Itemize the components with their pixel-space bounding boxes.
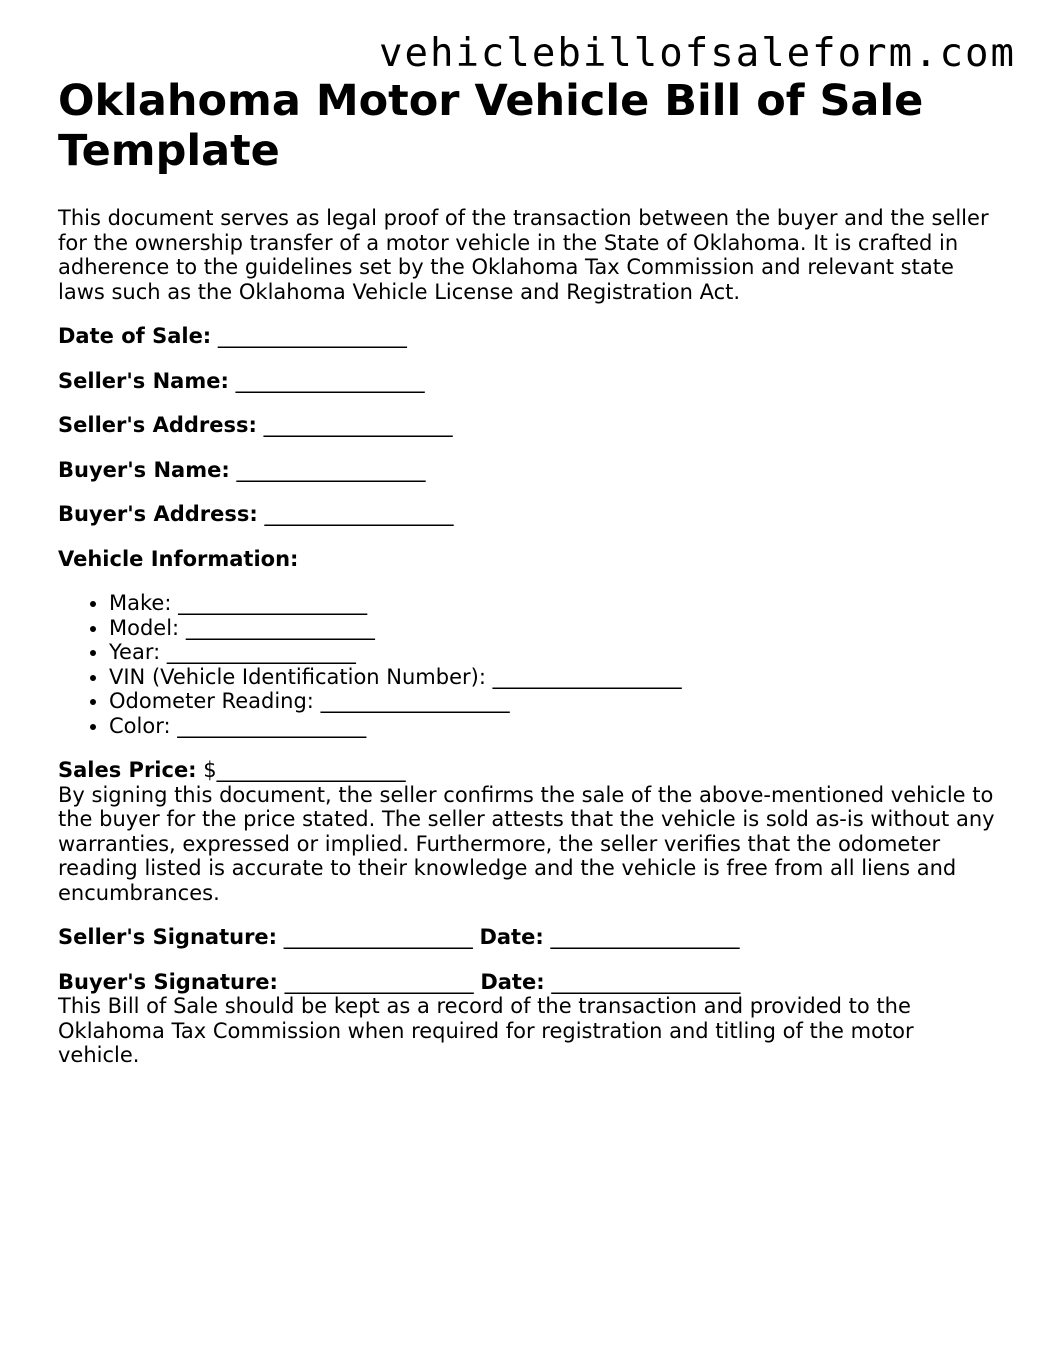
list-item <box>109 714 998 739</box>
buyer-address-label: Buyer's Address: <box>58 502 258 526</box>
seller-signature-field <box>58 925 998 950</box>
buyer-date-label: Date: <box>480 969 545 994</box>
buyer-signature-field <box>58 970 998 995</box>
odometer-label: Odometer Reading: <box>109 689 314 713</box>
vehicle-information-heading <box>58 547 998 572</box>
buyer-name-field <box>58 458 998 483</box>
date-of-sale-blank[interactable]: __________________ <box>217 324 407 348</box>
seller-address-blank[interactable]: __________________ <box>263 413 453 437</box>
buyer-date-blank[interactable]: __________________ <box>551 969 741 994</box>
seller-signature-label: Seller's Signature: <box>58 925 278 949</box>
buyer-name-blank[interactable]: __________________ <box>236 457 426 482</box>
odometer-blank[interactable]: __________________ <box>320 689 510 713</box>
date-of-sale-label: Date of Sale: <box>58 324 212 348</box>
seller-name-blank[interactable]: __________________ <box>235 368 425 393</box>
year-label: Year: <box>109 640 161 664</box>
buyer-name-label: Buyer's Name: <box>58 457 230 482</box>
vin-blank[interactable]: __________________ <box>492 664 682 689</box>
list-item <box>109 616 998 641</box>
seller-date-label: Date: <box>479 925 544 949</box>
list-item <box>109 689 998 714</box>
year-blank[interactable]: __________________ <box>166 640 356 664</box>
model-label: Model: <box>109 615 180 640</box>
intro-paragraph: This document serves as legal proof of the transaction between the buyer and the seller for the ownership transfer of a motor vehicle in the State of Oklahoma. It is crafted in adherence to the guidelines set by the Oklahoma Tax Commission and relevant state laws such as the Oklahoma Vehicle License and Registration Act. <box>58 206 989 304</box>
buyer-address-field <box>58 502 998 527</box>
list-item <box>109 591 998 616</box>
make-blank[interactable]: __________________ <box>178 591 368 615</box>
list-item <box>109 665 998 690</box>
buyer-signature-label: Buyer's Signature: <box>58 969 278 994</box>
seller-address-field <box>58 413 998 438</box>
list-item <box>109 640 998 665</box>
make-label: Make: <box>109 591 172 615</box>
document-title: Oklahoma Motor Vehicle Bill of Sale Template <box>58 76 924 176</box>
seller-name-field <box>58 369 998 394</box>
color-label: Color: <box>109 713 171 738</box>
color-blank[interactable]: __________________ <box>177 713 367 738</box>
vehicle-info-list <box>58 591 998 738</box>
sales-price-label: Sales Price: <box>58 758 197 782</box>
seller-date-blank[interactable]: __________________ <box>550 925 740 949</box>
currency-symbol: $ <box>203 758 217 782</box>
vin-label: VIN (Vehicle Identification Number): <box>109 664 486 689</box>
seller-name-label: Seller's Name: <box>58 368 229 393</box>
model-blank[interactable]: __________________ <box>185 615 375 640</box>
seller-address-label: Seller's Address: <box>58 413 257 437</box>
buyer-address-blank[interactable]: __________________ <box>264 502 454 526</box>
confirmation-paragraph: By signing this document, the seller confirms the sale of the above-mentioned vehicle to the buyer for the price stated. The seller attests that the vehicle is sold as-is without any warranties, expressed or implied. Furthermore, the seller verifies that the odometer reading listed is accurate to their knowledge and the vehicle is free from all liens and encumbrances. <box>58 782 995 905</box>
watermark: vehiclebillofsaleform.com <box>379 31 1016 76</box>
sales-price-blank[interactable]: __________________ <box>216 758 406 782</box>
closing-paragraph: This Bill of Sale should be kept as a record of the transaction and provided to the Oklahoma Tax Commission when required for registration and titling of the motor vehicle. <box>58 994 914 1067</box>
document-page <box>58 76 998 1068</box>
seller-signature-blank[interactable]: __________________ <box>283 925 473 949</box>
buyer-signature-blank[interactable]: __________________ <box>284 969 474 994</box>
vehicle-information-label: Vehicle Information: <box>58 546 299 571</box>
date-of-sale-field <box>58 324 998 349</box>
sales-price-field <box>58 758 998 783</box>
